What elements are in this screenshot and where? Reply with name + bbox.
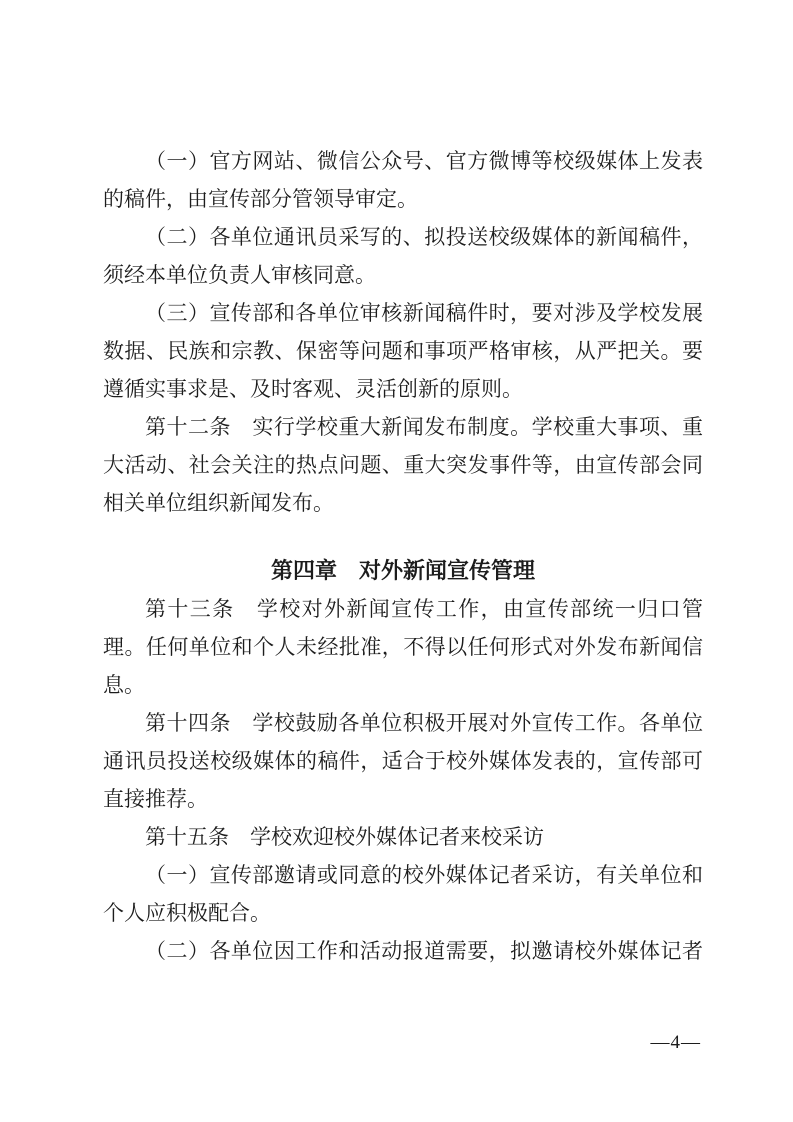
- paragraph-item-3: [103, 294, 703, 408]
- text-line: （二）各单位因工作和活动报道需要，拟邀请校外媒体记者: [145, 939, 703, 963]
- text-line: 相关单位组织新闻发布。: [103, 491, 334, 515]
- paragraph-item-2: [103, 218, 703, 294]
- text-line: （一）宣传部邀请或同意的校外媒体记者采访，有关单位和: [145, 863, 703, 887]
- page-number: —4—: [650, 1032, 701, 1053]
- text-line: 数据、民族和宗教、保密等问题和事项严格审核，从严把关。要: [103, 339, 703, 363]
- paragraph-article-13: [103, 590, 703, 704]
- text-line: 通讯员投送校级媒体的稿件，适合于校外媒体发表的，宣传部可: [103, 749, 703, 773]
- text-line: 遵循实事求是、及时客观、灵活创新的原则。: [103, 377, 523, 401]
- paragraph-article-15: [103, 818, 703, 856]
- chapter-heading: 第四章 对外新闻宣传管理: [270, 558, 535, 583]
- paragraph-article-12: [103, 408, 703, 522]
- text-line: 的稿件，由宣传部分管领导审定。: [103, 187, 418, 211]
- paragraph-item-1-art15: [103, 856, 703, 932]
- text-line: （一）官方网站、微信公众号、官方微博等校级媒体上发表: [145, 149, 703, 173]
- paragraph-article-14: [103, 704, 703, 818]
- text-line: 直接推荐。: [103, 787, 208, 811]
- paragraph-item-2-art15: [103, 932, 703, 970]
- text-line: 须经本单位负责人审核同意。: [103, 263, 376, 287]
- document-content: [103, 142, 703, 970]
- text-line: 第十二条 实行学校重大新闻发布制度。学校重大事项、重: [145, 415, 703, 439]
- text-line: 大活动、社会关注的热点问题、重大突发事件等，由宣传部会同: [103, 453, 703, 477]
- text-line: 个人应积极配合。: [103, 901, 271, 925]
- text-line: （二）各单位通讯员采写的、拟投送校级媒体的新闻稿件，: [145, 225, 703, 249]
- text-line: 第十五条 学校欢迎校外媒体记者来校采访: [145, 825, 544, 849]
- text-line: （三）宣传部和各单位审核新闻稿件时，要对涉及学校发展: [145, 301, 703, 325]
- text-line: 理。任何单位和个人未经批准，不得以任何形式对外发布新闻信: [103, 635, 703, 659]
- text-line: 第十三条 学校对外新闻宣传工作，由宣传部统一归口管: [145, 597, 703, 621]
- text-line: 第十四条 学校鼓励各单位积极开展对外宣传工作。各单位: [145, 711, 703, 735]
- text-line: 息。: [103, 673, 145, 697]
- paragraph-item-1: [103, 142, 703, 218]
